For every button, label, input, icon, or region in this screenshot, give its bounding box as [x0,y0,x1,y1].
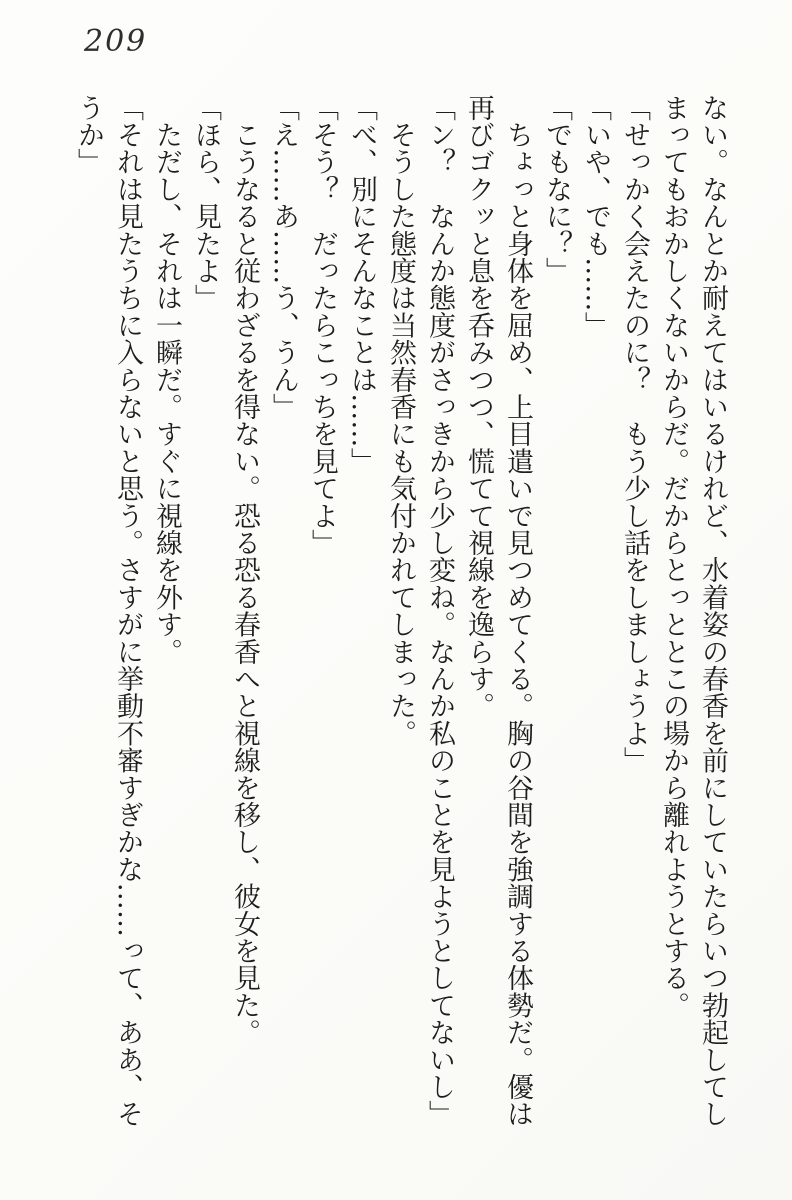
paragraph-dialogue-2: 「いや、でも……」 [580,94,611,339]
paragraph-dialogue-7: 「え……あ……う、うん」 [268,94,299,421]
paragraph-narration-4: こうなると従わざるを得ない。恐る恐る春香へと視線を移し、彼女を見た。 [229,94,260,1047]
vertical-text-block [56,94,732,1134]
paragraph-dialogue-9: 「それは見たうちに入らないと思う。さすがに挙動不審すぎかな……って、ああ、そうか」 [73,94,143,1128]
paragraph-dialogue-1: 「せっかく会えたのに？ もう少し話をしましょうよ」 [619,94,650,774]
paragraph-dialogue-8: 「ほら、見たよ」 [190,94,221,312]
paragraph-narration-1: ない。なんとか耐えてはいるけれど、水着姿の春香を前にしていたらいつ勃起してしまってもおかしくないからだ。だからとっととこの場から離れようとする。 [658,94,728,1128]
page-number: 209 [84,24,148,59]
paragraph-dialogue-3: 「でもなに？」 [541,94,572,285]
paragraph-narration-2: ちょっと身体を屈め、上目遣いで見つめてくる。胸の谷間を強調する体勢だ。優は再びゴクッと息を呑みつつ、慌てて視線を逸らす。 [463,94,533,1128]
paragraph-narration-3: そうした態度は当然春香にも気付かれてしまった。 [385,94,416,747]
paragraph-narration-5: ただし、それは一瞬だ。すぐに視線を外す。 [151,94,182,666]
paragraph-dialogue-5: 「べ、別にそんなことは……」 [346,94,377,475]
paragraph-dialogue-6: 「そう？ だったらこっちを見てよ」 [307,94,338,557]
paragraph-dialogue-4: 「ン？ なんか態度がさっきから少し変ね。なんか私のことを見ようとしてないし」 [424,94,455,1128]
